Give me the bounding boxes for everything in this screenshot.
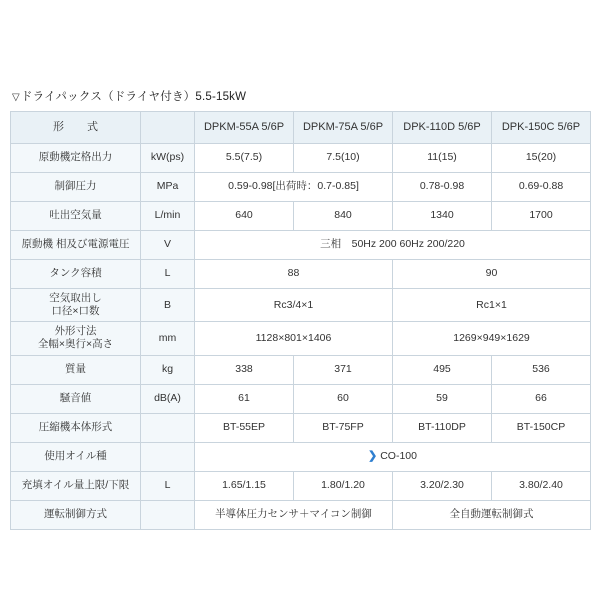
row-unit-cell: L xyxy=(141,260,195,289)
row-unit-cell: B xyxy=(141,289,195,322)
row-data-cell: 840 xyxy=(294,202,393,231)
row-data-cell: Rc3/4×1 xyxy=(195,289,393,322)
header-label-cell: 形 式 xyxy=(11,112,141,144)
row-data-cell: 88 xyxy=(195,260,393,289)
header-model-cell: DPK-110D 5/6P xyxy=(393,112,492,144)
row-data-cell: 1.65/1.15 xyxy=(195,471,294,500)
row-unit-cell: L xyxy=(141,471,195,500)
row-data-cell xyxy=(195,442,591,471)
triangle-marker-icon: ▽ xyxy=(12,92,20,103)
row-label-cell: 充填オイル量上限/下限 xyxy=(11,471,141,500)
row-data-cell: 1.80/1.20 xyxy=(294,471,393,500)
table-row xyxy=(11,442,591,471)
row-label-cell: タンク容積 xyxy=(11,260,141,289)
row-data-cell: 11(15) xyxy=(393,144,492,173)
row-unit-cell xyxy=(141,442,195,471)
row-label-cell: 原動機 相及び電源電圧 xyxy=(11,231,141,260)
row-label-cell: 原動機定格出力 xyxy=(11,144,141,173)
table-row xyxy=(11,202,591,231)
spec-table-body xyxy=(11,112,591,530)
row-label-cell: 空気取出し 口径×口数 xyxy=(11,289,141,322)
row-data-cell: 59 xyxy=(393,384,492,413)
table-row xyxy=(11,289,591,322)
table-row xyxy=(11,322,591,355)
table-row xyxy=(11,144,591,173)
table-header-row xyxy=(11,112,591,144)
row-data-cell: 半導体圧力センサ＋マイコン制御 xyxy=(195,500,393,529)
table-row xyxy=(11,471,591,500)
row-data-cell: 1269×949×1629 xyxy=(393,322,591,355)
header-model-cell: DPK-150C 5/6P xyxy=(492,112,591,144)
table-row xyxy=(11,384,591,413)
row-data-cell: 3.20/2.30 xyxy=(393,471,492,500)
row-data-cell: 338 xyxy=(195,355,294,384)
spec-sheet xyxy=(10,88,590,530)
table-row xyxy=(11,500,591,529)
table-row xyxy=(11,260,591,289)
table-row xyxy=(11,355,591,384)
row-label-cell: 質量 xyxy=(11,355,141,384)
header-model-cell: DPKM-75A 5/6P xyxy=(294,112,393,144)
row-unit-cell: kW(ps) xyxy=(141,144,195,173)
row-label-cell: 騒音値 xyxy=(11,384,141,413)
table-row xyxy=(11,413,591,442)
row-label-cell: 吐出空気量 xyxy=(11,202,141,231)
row-data-cell: 495 xyxy=(393,355,492,384)
row-data-cell: 0.59-0.98[出荷時：0.7-0.85] xyxy=(195,173,393,202)
row-label-cell: 運転制御方式 xyxy=(11,500,141,529)
row-data-cell: 1340 xyxy=(393,202,492,231)
table-row xyxy=(11,231,591,260)
row-data-cell: 1700 xyxy=(492,202,591,231)
row-data-cell: 3.80/2.40 xyxy=(492,471,591,500)
row-unit-cell: V xyxy=(141,231,195,260)
row-data-cell: 15(20) xyxy=(492,144,591,173)
row-data-cell: 66 xyxy=(492,384,591,413)
row-data-cell: BT-55EP xyxy=(195,413,294,442)
row-data-cell: BT-110DP xyxy=(393,413,492,442)
row-data-cell: 全自動運転制御式 xyxy=(393,500,591,529)
spec-table xyxy=(10,111,591,530)
header-unit-cell xyxy=(141,112,195,144)
row-unit-cell: MPa xyxy=(141,173,195,202)
row-data-cell: 7.5(10) xyxy=(294,144,393,173)
row-data-cell: 5.5(7.5) xyxy=(195,144,294,173)
row-data-cell: 536 xyxy=(492,355,591,384)
row-label-cell: 制御圧力 xyxy=(11,173,141,202)
oil-type-value: CO-100 xyxy=(380,449,417,462)
table-row xyxy=(11,173,591,202)
row-unit-cell: L/min xyxy=(141,202,195,231)
row-unit-cell: dB(A) xyxy=(141,384,195,413)
row-unit-cell: mm xyxy=(141,322,195,355)
header-model-cell: DPKM-55A 5/6P xyxy=(195,112,294,144)
row-data-cell: BT-75FP xyxy=(294,413,393,442)
row-data-cell: 0.78-0.98 xyxy=(393,173,492,202)
row-unit-cell: kg xyxy=(141,355,195,384)
row-label-cell: 使用オイル種 xyxy=(11,442,141,471)
row-label-cell: 圧縮機本体形式 xyxy=(11,413,141,442)
row-data-cell: 371 xyxy=(294,355,393,384)
row-data-cell: 1128×801×1406 xyxy=(195,322,393,355)
row-data-cell: Rc1×1 xyxy=(393,289,591,322)
row-data-cell: 61 xyxy=(195,384,294,413)
row-data-cell: 三相 50Hz 200 60Hz 200/220 xyxy=(195,231,591,260)
spec-title-text: ドライパックス（ドライヤ付き）5.5-15kW xyxy=(20,91,247,103)
row-unit-cell xyxy=(141,413,195,442)
row-data-cell: 90 xyxy=(393,260,591,289)
row-unit-cell xyxy=(141,500,195,529)
row-data-cell: 60 xyxy=(294,384,393,413)
arrow-right-icon: ❯ xyxy=(368,449,378,462)
row-data-cell: BT-150CP xyxy=(492,413,591,442)
spec-title xyxy=(10,88,590,111)
row-data-cell: 0.69-0.88 xyxy=(492,173,591,202)
row-label-cell: 外形寸法 全幅×奥行×高さ xyxy=(11,322,141,355)
row-data-cell: 640 xyxy=(195,202,294,231)
